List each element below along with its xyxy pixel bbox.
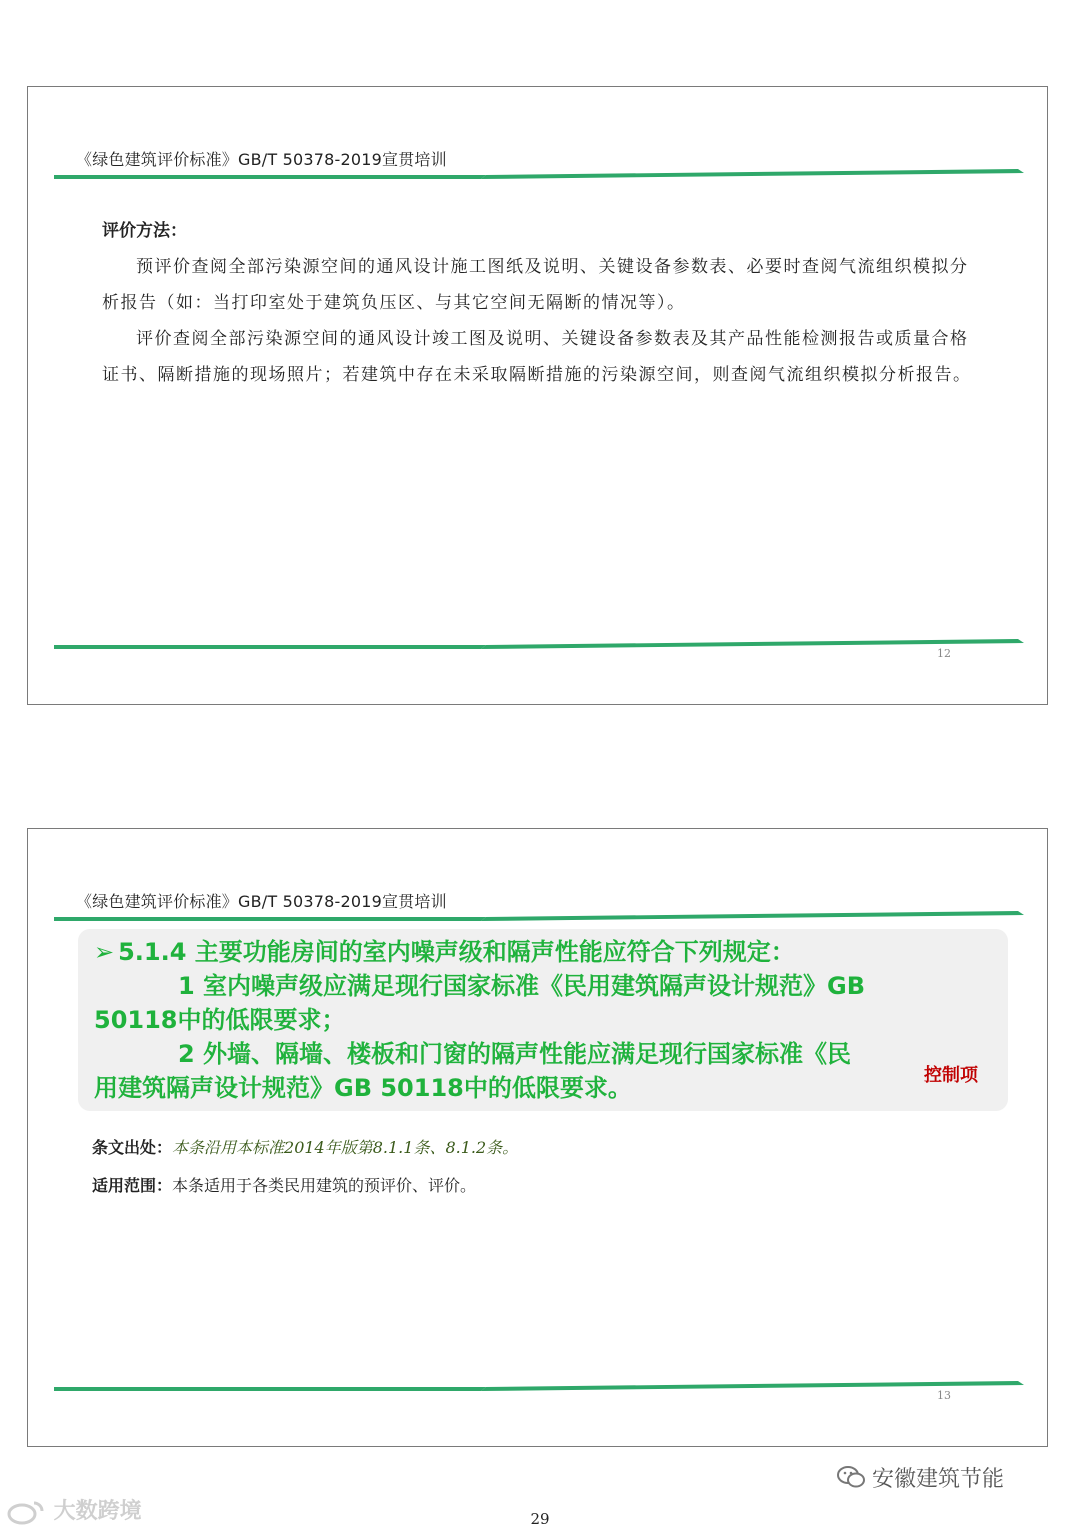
clause-source: 条文出处：本条沿用本标准2014年版第8.1.1条、8.1.2条。 xyxy=(92,1138,519,1157)
slide-12 xyxy=(27,86,1048,705)
evaluation-method xyxy=(102,213,982,393)
clause-scope: 适用范围：本条适用于各类民用建筑的预评价、评价。 xyxy=(92,1176,477,1195)
section-heading: 评价方法： xyxy=(102,221,187,241)
paragraph-evaluation: 评价查阅全部污染源空间的通风设计竣工图及说明、关键设备参数表及其产品性能检测报告或质量合格证书、隔断措施的现场照片；若建筑中存在未采取隔断措施的污染源空间，则查阅气流组织模拟分析报告。 xyxy=(102,329,972,385)
wechat-icon xyxy=(836,1464,866,1496)
clause-item-1-cont: 50118中的低限要求； xyxy=(94,1006,346,1034)
slide-13 xyxy=(27,828,1048,1447)
wechat-watermark: 安徽建筑节能 xyxy=(836,1462,1004,1496)
header-rule xyxy=(28,87,1049,706)
weibo-watermark: 大数跨境 xyxy=(6,1494,142,1525)
clause-item-1: 1 室内噪声级应满足现行国家标准《民用建筑隔声设计规范》GB xyxy=(178,972,866,1000)
slide-header: 《绿色建筑评价标准》GB/T 50378-2019宣贯培训 xyxy=(76,892,447,911)
slide-page-number: 12 xyxy=(937,647,951,660)
paragraph-pre-evaluation: 预评价查阅全部污染源空间的通风设计施工图纸及说明、关键设备参数表、必要时查阅气流组织模拟分析报告（如：当打印室处于建筑负压区、与其它空间无隔断的情况等）。 xyxy=(102,257,969,313)
control-item-tag: 控制项 xyxy=(924,1065,978,1086)
clause-item-2: 2 外墙、隔墙、楼板和门窗的隔声性能应满足现行国家标准《民 xyxy=(178,1040,852,1068)
clause-title: ➢ 5.1.4 主要功能房间的室内噪声级和隔声性能应符合下列规定： xyxy=(94,938,795,966)
clause-item-2-cont: 用建筑隔声设计规范》GB 50118中的低限要求。 xyxy=(94,1074,632,1102)
arrow-bullet-icon: ➢ xyxy=(94,938,115,966)
document-page-number: 29 xyxy=(530,1510,550,1528)
slide-page-number: 13 xyxy=(937,1389,951,1402)
clause-box xyxy=(78,929,1008,1111)
slide-header: 《绿色建筑评价标准》GB/T 50378-2019宣贯培训 xyxy=(76,150,447,169)
